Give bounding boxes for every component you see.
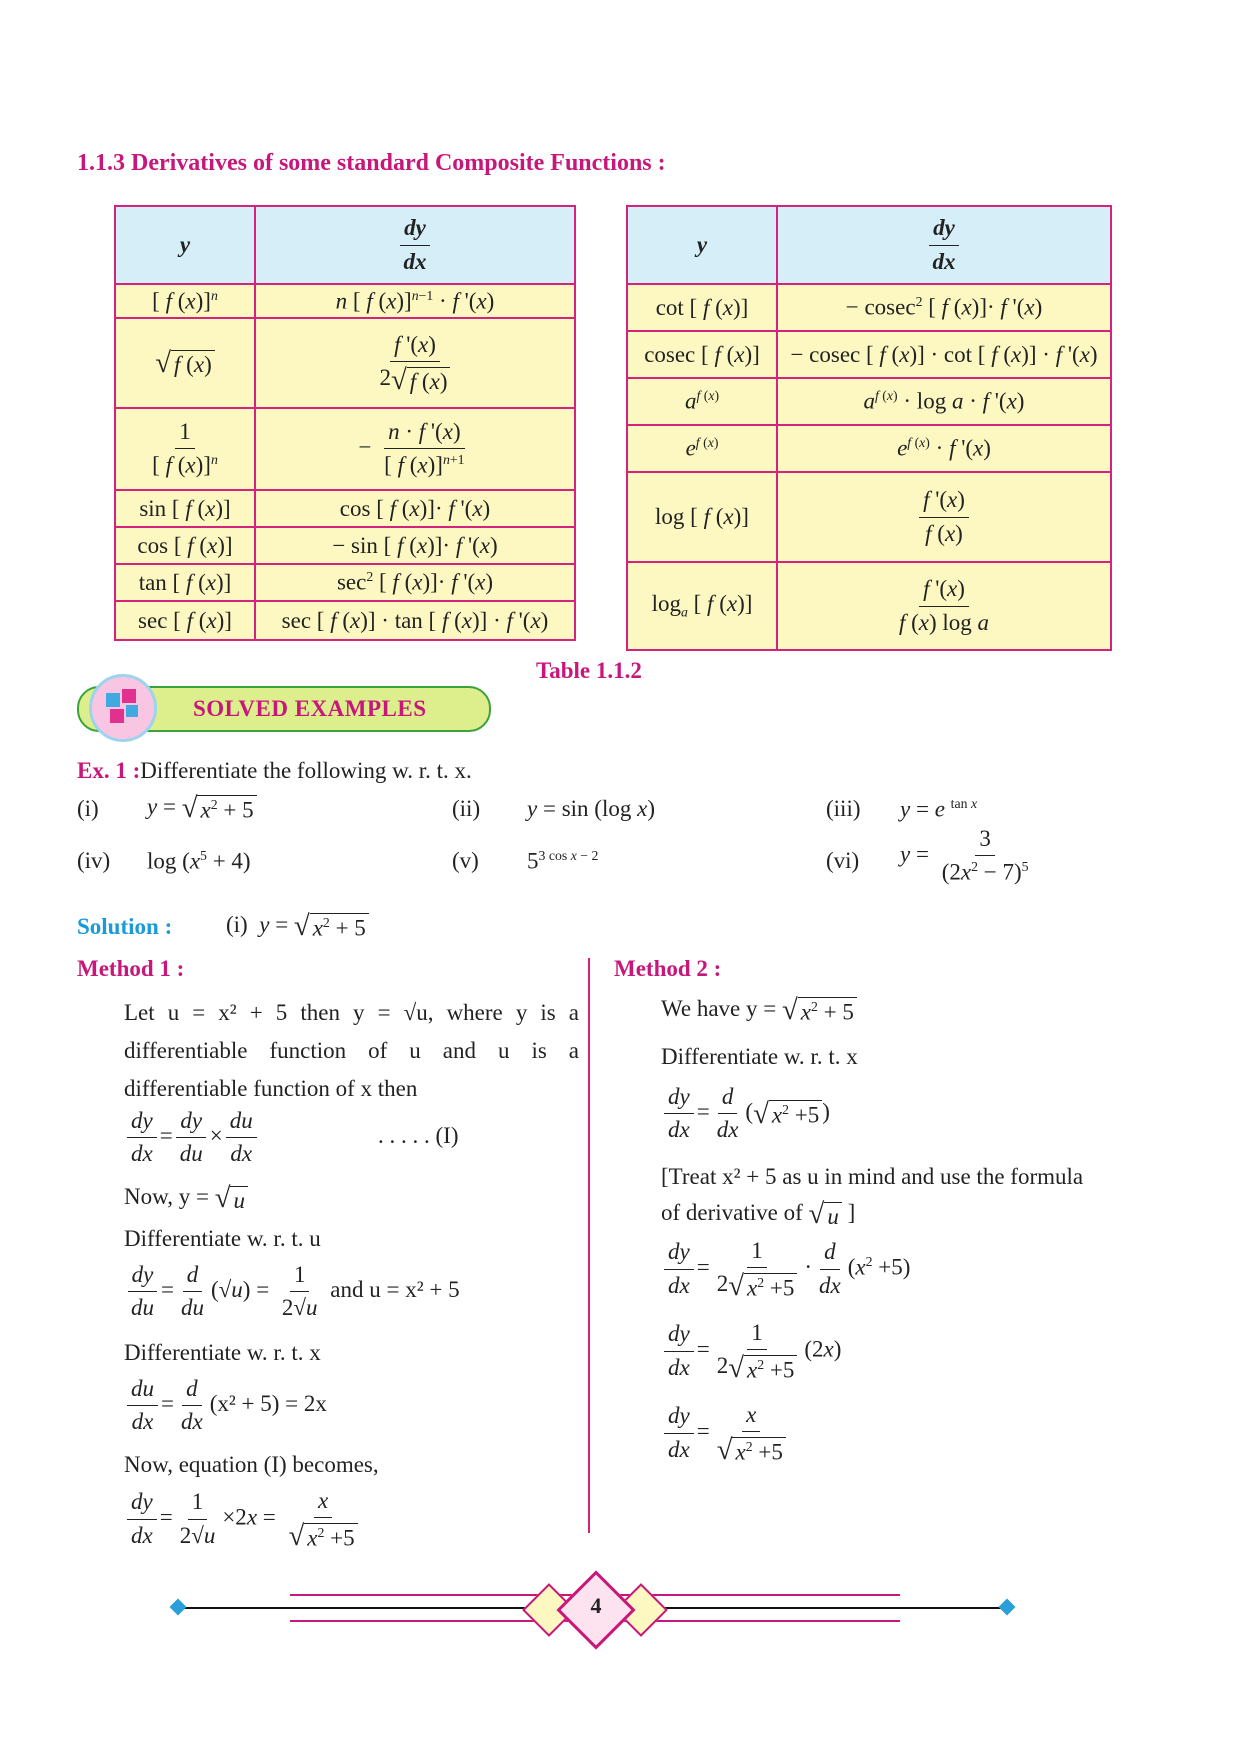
derivative-table-left xyxy=(114,205,576,641)
table-row: $\log_a$ [ f (x)] $\frac{f '(x)}{\text{f (x) log a}}$ xyxy=(627,562,1111,650)
table-row: cot [ f (x)] − cosec$^2$ [ f (x)]· f '(x) xyxy=(627,284,1111,331)
method2-eq1: $\frac{dy}{dx}$ = $\frac{d}{dx}$ ( √ $x^2 +5$ ) xyxy=(661,1084,830,1144)
section-heading: 1.1.3 Derivatives of some standard Composite Functions : xyxy=(77,150,666,176)
example-expr-iii: y = e $^{tan x}$ xyxy=(900,796,978,822)
method1-diff-x: Differentiate w. r. t. x xyxy=(124,1340,321,1365)
solution-label: Solution : xyxy=(77,914,173,939)
method2-eq2: $\frac{dy}{dx}$ = 1 2 √ $x^2 +5$ · $\frac{d}{dx}$ $(x^2 +5)$ xyxy=(661,1238,910,1301)
header-y: y xyxy=(115,206,255,284)
method2-eq3: $\frac{dy}{dx}$ = 1 2 √ $x^2 +5$ (2x) xyxy=(661,1320,841,1383)
table-row: sin [ f (x)] cos [ f (x)]· f '(x) xyxy=(115,490,575,527)
method1-eq1-tag: . . . . . (I) xyxy=(378,1123,459,1148)
method2-treat2: of derivative of √ u ] xyxy=(661,1198,856,1231)
solution-expr: (i) y = √ $x^2 + 5$ xyxy=(226,912,369,941)
method2-treat: [Treat x² + 5 as u in mind and use the formula xyxy=(661,1164,1084,1189)
table-row: $e^{f (x)}$ $e^{f (x)} \cdot f$ '(x) xyxy=(627,425,1111,472)
method1-eq3: $\frac{du}{dx}$ = $\frac{d}{dx}$ (x² + 5) = 2x xyxy=(124,1376,327,1436)
table-row: [ f (x)]$^n$ n [ f (x)]$^{n-1}$ · f '(x) xyxy=(115,284,575,318)
method1-eq2: $\frac{dy}{du}$ = $\frac{d}{du}$ (√u) = $\frac{1}{2√u}$ and u = x² + 5 xyxy=(124,1262,460,1322)
table-row: log [ f (x)] $\frac{f '(x)}{f (x)}$ xyxy=(627,472,1111,562)
derivative-table-right xyxy=(626,205,1112,651)
example-item-iii: (iii) xyxy=(826,796,861,821)
table-row: tan [ f (x)] $\sec^2$ [ f (x)]· f '(x) xyxy=(115,564,575,601)
method1-now: Now, y = √ u xyxy=(124,1184,248,1213)
banner-title: SOLVED EXAMPLES xyxy=(193,696,427,721)
example-expr-iv: $\log (x^5 + 4)$ xyxy=(147,848,251,874)
header-y: y xyxy=(627,206,777,284)
table-row: √ f (x) f '(x) 2 √ f (x) xyxy=(115,318,575,408)
method2-diff-x: Differentiate w. r. t. x xyxy=(661,1044,858,1069)
page-number: 4 xyxy=(590,1593,602,1618)
example-expr-i: y = √ $x^2 + 5$ xyxy=(147,794,257,823)
header-dydx: $\frac{dy}{dx}$ xyxy=(777,206,1111,284)
example-prompt: Ex. 1 :Differentiate the following w. r. t. x. xyxy=(77,758,472,783)
footer-diamond-left xyxy=(170,1599,187,1616)
example-expr-v: $5^{3 cos x - 2}$ xyxy=(527,848,599,874)
puzzle-icon xyxy=(89,674,157,742)
table-row: sec [ f (x)] sec [ f (x)] · tan [ f (x)] · f '(x) xyxy=(115,601,575,640)
example-item-iv: (iv) xyxy=(77,848,111,873)
footer-diamond-right xyxy=(999,1599,1016,1616)
table-row: $a^{f (x)}$ $a^{f (x)} \cdot \log a \cdot f$ '(x) xyxy=(627,378,1111,425)
table-row: $\frac{1}{[ f (x)]^n}$ − $\frac{n \cdot f '(x)}{[ f (x)]^{n+1}}$ xyxy=(115,408,575,490)
table-row: cosec [ f (x)] − cosec [ f (x)] · cot [ f (x)] · f '(x) xyxy=(627,331,1111,378)
method1-now2: Now, equation (I) becomes, xyxy=(124,1452,379,1477)
example-item-v: (v) xyxy=(452,848,479,873)
example-item-ii: (ii) xyxy=(452,796,481,821)
example-item-i: (i) xyxy=(77,796,99,821)
method2-eq4: $\frac{dy}{dx}$ = x √ $x^2 +5$ xyxy=(661,1402,793,1465)
method1-eq1: $\frac{dy}{dx}$ = $\frac{dy}{du}$ × $\frac{du}{dx}$ xyxy=(124,1108,260,1168)
header-dydx: $\frac{dy}{dx}$ xyxy=(255,206,575,284)
table-row: cos [ f (x)] − sin [ f (x)]· f '(x) xyxy=(115,527,575,564)
method2-title: Method 2 : xyxy=(614,956,722,981)
table-caption: Table 1.1.2 xyxy=(536,658,642,683)
method1-title: Method 1 : xyxy=(77,956,185,981)
method1-intro: Let u = x² + 5 then y = √u, where y is a differentiable function of u and u is a differentiable function of x then xyxy=(124,1000,579,1101)
column-divider xyxy=(588,958,590,1533)
method2-we-have: We have y = √ $x^2 + 5$ xyxy=(661,996,857,1025)
example-item-vi: (vi) xyxy=(826,848,860,873)
example-expr-ii: y = sin (log x) xyxy=(527,796,655,821)
method1-diff-u: Differentiate w. r. t. u xyxy=(124,1226,321,1251)
method1-eq4: $\frac{dy}{dx}$ = $\frac{1}{2√u}$ ×2x = x √ $x^2 +5$ xyxy=(124,1488,365,1551)
example-expr-vi: y = $\frac{3}{(2x^2 - 7)^5}$ xyxy=(900,826,1029,886)
